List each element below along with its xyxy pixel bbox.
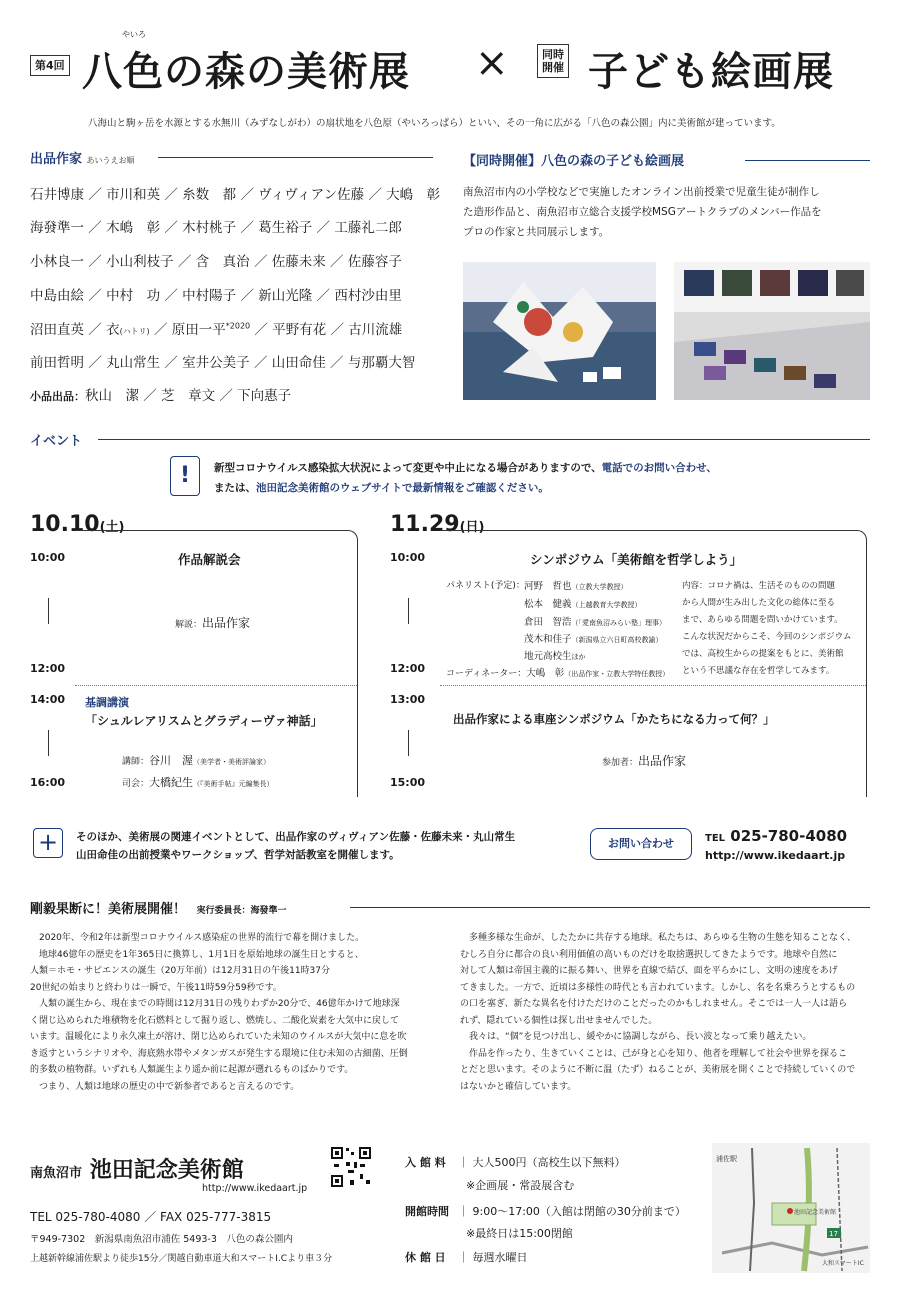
essay-heading — [30, 898, 287, 917]
essay-left-p1: 2020年、令和2年は新型コロナウイルス感染症の世界的流行で幕を開けました。 — [30, 933, 365, 943]
day1-date-value: 10.10 — [30, 512, 100, 537]
day2-weekday: (日) — [459, 520, 485, 535]
lecturer-name: 谷川 渥 — [149, 754, 194, 767]
museum-name — [30, 1153, 244, 1184]
symposium-content — [682, 578, 852, 680]
event-notice — [214, 458, 717, 498]
artists-heading-label: 出品作家 — [30, 152, 83, 167]
essay-left-p9: 的多数の植物群。いずれも人類誕生より遥か前に起源が遡れるものばかりです。 — [30, 1065, 354, 1075]
hours-value: ｜ 9:00～17:00（入館は閉館の30分前まで） — [458, 1205, 686, 1218]
artist-row-6-b: ／ 原田一平 — [149, 322, 226, 338]
artist-row-4: 中島由絵 ／ 中村 功 ／ 中村陽子 ／ 新山光隆 ／ 西村沙由里 — [30, 288, 402, 304]
artist-row-6-hatori: (ハトリ) — [119, 327, 150, 336]
plus-icon: + — [33, 828, 63, 858]
access-map — [712, 1143, 870, 1273]
footer-url[interactable]: http://www.ikedaart.jp — [202, 1183, 308, 1194]
panelist-3-name: 倉田 智浩 — [524, 617, 572, 628]
panelist-2-name: 松本 健義 — [524, 599, 572, 610]
panelist-2-note: （上越教育大学教授） — [571, 601, 642, 609]
main-title: 八色の森の美術展 — [82, 49, 410, 95]
sub-title: 子ども絵画展 — [588, 49, 834, 95]
contact-url[interactable]: http://www.ikedaart.jp — [705, 849, 846, 862]
essay-right-p4: てきました。一方で、近頃は多様性の時代とも言われています。しかし、名を名乗ろうとするもの — [460, 982, 856, 993]
notice-line2-b: 池田記念美術館のウェブサイトで最新情報をご確認ください。 — [256, 482, 549, 494]
title-ruby: やいろ — [122, 30, 146, 39]
day2-time-2: 12:00 — [390, 662, 426, 675]
map-label-museum: 池田記念美術館 — [794, 1209, 837, 1216]
day2-event2-title: 出品作家による車座シンポジウム「かたちになる力って何？」 — [453, 712, 775, 726]
tel-label: TEL — [705, 833, 726, 844]
map-label-route: 17 — [829, 1230, 838, 1238]
footer-tel-fax: TEL 025-780-4080 ／ FAX 025-777-3815 — [30, 1210, 272, 1224]
intro-text: 八海山と駒ヶ岳を水源とする水無川（みずなしがわ）の扇状地を八色原（やいろっぱら）といい、その一角に広がる「八色の森公園」内に美術館が建っています。 — [88, 118, 781, 129]
coordinator-label: コーディネーター： — [446, 669, 527, 679]
day1-event1-detail — [175, 614, 250, 631]
essay-left-p5: 人類の誕生から、現在までの時間は12月31日の残りわずか20分で、46億年かけて地球深 — [30, 999, 400, 1009]
essay-heading-rule — [350, 907, 870, 908]
essay-right-p6: れず、隠れている個性は探し出せませんでした。 — [460, 1015, 658, 1026]
notice-line1-b: 電話でのお問い合わせ、 — [601, 462, 717, 474]
artist-row-6-c: ／ 平野有花 ／ 古川流雄 — [250, 322, 403, 338]
day2-date-value: 11.29 — [390, 512, 460, 537]
fee-label: 入 館 料 — [405, 1156, 446, 1169]
kids-artwork-photo-2 — [674, 262, 870, 400]
day1-timeline-2 — [48, 730, 49, 756]
essay-author: 実行委員長：海發準一 — [196, 906, 287, 916]
panelist-3-note: （「愛南魚沼みらい塾」理事） — [571, 619, 667, 627]
coordinator-note: （出品作家・立教大学特任教授） — [564, 670, 670, 678]
essay-right-p2: むしろ自分に都合の良い利用価値の高いものだけを取捨選択してきたようです。地球や自然に — [460, 949, 838, 960]
footer-access: 上越新幹線浦佐駅より徒歩15分／関越自動車道大和スマートI.Cより車３分 — [30, 1254, 333, 1264]
kids-text-line2: た造形作品と、南魚沼市立総合支援学校MSGアートクラブのメンバー作品を — [463, 206, 822, 218]
essay-right-p10: はないかと確信しています。 — [460, 1081, 577, 1092]
artist-row-6 — [30, 318, 402, 338]
panelist-5-note: ほか — [571, 653, 586, 661]
day1-time-1: 10:00 — [30, 551, 66, 564]
kids-text — [463, 182, 878, 242]
day1-event2-kicker: 基調講演 — [85, 696, 129, 709]
day2-time-3: 13:00 — [390, 693, 426, 706]
artist-row-1: 石井博康 ／ 市川和英 ／ 糸数 都 ／ ヴィヴィアン佐藤 ／ 大嶋 彰 — [30, 187, 441, 203]
panelist-5-name: 地元高校生 — [524, 651, 572, 662]
concurrent-badge-line2: 開催 — [542, 61, 564, 74]
exclamation-icon: ! — [170, 456, 200, 496]
essay-left-p10: つまり、人類は地球の歴史の中で新参者であると言えるのです。 — [30, 1081, 300, 1092]
lecturer-label: 講師： — [122, 757, 150, 767]
panelist-2 — [524, 596, 642, 610]
other-events-text — [76, 828, 515, 864]
closed-value-text: 毎週水曜日 — [472, 1251, 528, 1264]
panelist-3 — [524, 614, 666, 628]
small-works-label: 小品出品： — [30, 390, 85, 403]
day2-time-4: 15:00 — [390, 776, 426, 789]
artists-heading-rule — [158, 157, 433, 158]
lecturer-note: （美学者・美術評論家） — [193, 758, 271, 766]
small-works-list: 秋山 潔 ／ 芝 章文 ／ 下向惠子 — [85, 388, 292, 404]
small-works-row — [30, 384, 291, 404]
map-label-station: 浦佐駅 — [716, 1155, 737, 1163]
cross-symbol: × — [475, 40, 510, 86]
essay-left-p2: 地球46億年の歴史を1年365日に換算し、1月1日を原始地球の誕生日とすると、 — [30, 949, 364, 960]
day2-time-1: 10:00 — [390, 551, 426, 564]
day1-weekday: (土) — [99, 520, 125, 535]
essay-title: 剛毅果断に！美術展開催！ — [30, 902, 187, 917]
essay-right-column — [460, 930, 875, 1095]
day1-event1-label: 解説： — [175, 620, 203, 630]
artist-row-6-sup: *2020 — [225, 321, 251, 331]
fee-value-text: 大人500円（高校生以下無料） — [472, 1156, 626, 1169]
other-events-line2: 山田命佳の出前授業やワークショップ、哲学対話教室を開催します。 — [76, 849, 400, 861]
moderator-note: （『美術手帖』元編集長） — [193, 780, 274, 788]
kids-artwork-photo-1 — [463, 262, 656, 400]
moderator-name: 大橋紀生 — [149, 776, 194, 789]
panelists-label: パネリスト(予定)： — [446, 581, 525, 591]
closed-value: ｜ 毎週水曜日 — [458, 1251, 528, 1264]
artist-row-6-a: 沼田直英 ／ 衣 — [30, 322, 120, 338]
day2-divider — [440, 685, 866, 686]
content-line-5: では、高校生からの提案をもとに、美術館 — [682, 649, 844, 659]
essay-left-p3: 人類＝ホモ・サピエンスの誕生（20万年前）は12月31日の午後11時37分 — [30, 966, 330, 976]
essay-left-p6: く閉じ込められた堆積物を化石燃料として掘り返し、燃焼し、二酸化炭素を大気中に戻して — [30, 1015, 400, 1026]
day2-event2-label: 参加者： — [602, 758, 639, 768]
essay-right-p9: とだと思います。そのように不断に温（たず）ねることが、美術展を開くことで持続していくので — [460, 1065, 856, 1075]
artist-row-3: 小林良一 ／ 小山利枝子 ／ 含 真治 ／ 佐藤未来 ／ 佐藤容子 — [30, 254, 402, 270]
day1-event2-moderator — [122, 774, 274, 790]
hours-value-text: 9:00～17:00（入館は閉館の30分前まで） — [472, 1205, 686, 1218]
day2-event2-value: 出品作家 — [638, 754, 687, 768]
edition-badge: 第4回 — [30, 55, 70, 76]
kids-heading-rule — [745, 160, 870, 161]
fee-note: ※企画展・常設展含む — [466, 1179, 575, 1192]
panelist-1 — [524, 578, 628, 592]
panelist-5 — [524, 648, 586, 662]
essay-right-p3: 対して人類は帝国主義的に振る舞い、世界を直線で結び、面を平らかにし、文明の速度をあげ — [460, 966, 838, 976]
museum-title: 池田記念美術館 — [89, 1158, 244, 1183]
artists-heading-note: あいうえお順 — [86, 156, 135, 165]
qr-code-icon[interactable] — [330, 1146, 372, 1188]
hours-note: ※最終日は15:00閉館 — [466, 1227, 573, 1240]
day1-event2-lecturer — [122, 752, 270, 768]
moderator-label: 司会： — [122, 779, 150, 789]
kids-text-line3: プロの作家と共同展示します。 — [463, 226, 610, 238]
essay-left-column — [30, 930, 450, 1095]
day2-timeline-2 — [408, 730, 409, 756]
kids-text-line1: 南魚沼市内の小学校などで実施したオンライン出前授業で児童生徒が制作し — [463, 186, 820, 198]
panelist-4-note: （新潟県立六日町高校教諭） — [571, 636, 663, 644]
notice-line2-a: または、 — [214, 482, 256, 494]
concurrent-badge — [537, 44, 569, 78]
day2-event1-title: シンポジウム「美術館を哲学しよう」 — [530, 552, 743, 567]
day1-divider — [75, 685, 357, 686]
day1-time-4: 16:00 — [30, 776, 66, 789]
tel-number: 025-780-4080 — [730, 827, 848, 845]
content-line-3: まで、あらゆる問題を問いかけています。 — [682, 615, 843, 625]
day1-timeline-1 — [48, 598, 49, 624]
artist-row-2: 海發準一 ／ 木嶋 彰 ／ 木村桃子 ／ 葛生裕子 ／ 工藤礼二郎 — [30, 220, 402, 236]
essay-left-p4: 20世紀の始まりと終わりは一瞬で、午後11時59分59秒です。 — [30, 982, 282, 993]
map-label-ic: 大和スマートIC — [822, 1260, 864, 1267]
fee-value: ｜ 大人500円（高校生以下無料） — [458, 1156, 626, 1169]
panelist-4-name: 茂木和佳子 — [524, 634, 572, 645]
footer-address: 〒949-7302 新潟県南魚沼市浦佐 5493-3 八色の森公園内 — [30, 1234, 293, 1245]
essay-left-p7: います。温暖化により永久凍土が溶け、閉じ込められていた未知のウイルスが大気中に息を吹 — [30, 1032, 407, 1042]
essay-right-p7: 我々は、“個”を見つけ出し、緩やかに協調しながら、長い波となって乗り越えたい。 — [460, 1032, 812, 1042]
artist-row-5: 前田哲明 ／ 丸山常生 ／ 室井公美子 ／ 山田命佳 ／ 与那覇大智 — [30, 355, 416, 371]
day1-event1-value: 出品作家 — [202, 616, 251, 630]
day2-timeline-1 — [408, 598, 409, 624]
events-heading: イベント — [30, 434, 83, 449]
day1-time-3: 14:00 — [30, 693, 66, 706]
content-line-2: から人間が生み出した文化の総体に至る — [682, 598, 836, 608]
other-events-line1: そのほか、美術展の関連イベントとして、出品作家のヴィヴィアン佐藤・佐藤未来・丸山常生 — [76, 831, 516, 843]
day1-event1-title: 作品解説会 — [178, 552, 241, 567]
essay-left-p8: き返すというシナリオや、海底熱水帯やメタンガスが発生する環境に住む未知の古細菌、圧倒 — [30, 1048, 408, 1059]
coordinator-name: 大嶋 彰 — [526, 668, 565, 679]
content-line-6: という不思議な存在を哲学してみます。 — [682, 666, 835, 676]
content-line-1: 内容：コロナ禍は、生活そのものの問題 — [682, 581, 836, 591]
concurrent-badge-line1: 同時 — [542, 48, 564, 61]
day1-time-2: 12:00 — [30, 662, 66, 675]
panelist-1-name: 河野 哲也 — [524, 581, 572, 592]
essay-right-p5: の口を塞ぎ、新たな異名を付けただけのことだったのかもしれません。そこでは一人一人は語ら — [460, 999, 848, 1009]
events-heading-rule — [98, 439, 870, 440]
hours-label: 開館時間 — [405, 1205, 449, 1218]
contact-button[interactable]: お問い合わせ — [590, 828, 692, 860]
day2-event2-detail — [602, 752, 686, 769]
essay-right-p1: 多種多様な生命が、したたかに共存する地球。私たちは、あらゆる生物の生態を知ることなく、 — [460, 933, 856, 943]
closed-label: 休 館 日 — [405, 1251, 446, 1264]
coordinator — [446, 665, 669, 679]
museum-city: 南魚沼市 — [30, 1166, 83, 1181]
panelist-1-note: （立教大学教授） — [571, 583, 628, 591]
panelist-4 — [524, 631, 663, 645]
artists-heading — [30, 148, 135, 167]
essay-right-p8: 作品を作ったり、生きていくことは、己が身と心を知り、他者を理解して社会や世界を探るこ — [460, 1048, 848, 1059]
kids-heading: 【同時開催】八色の森の子ども絵画展 — [463, 154, 685, 169]
content-line-4: こんな状況だからこそ、今回のシンポジウム — [682, 632, 852, 642]
day1-event2-title: 「シュルレアリスムとグラディーヴァ神話」 — [85, 714, 323, 728]
contact-tel[interactable] — [705, 827, 847, 845]
notice-line1-a: 新型コロナウイルス感染拡大状況によって変更や中止になる場合がありますので、 — [214, 462, 602, 474]
